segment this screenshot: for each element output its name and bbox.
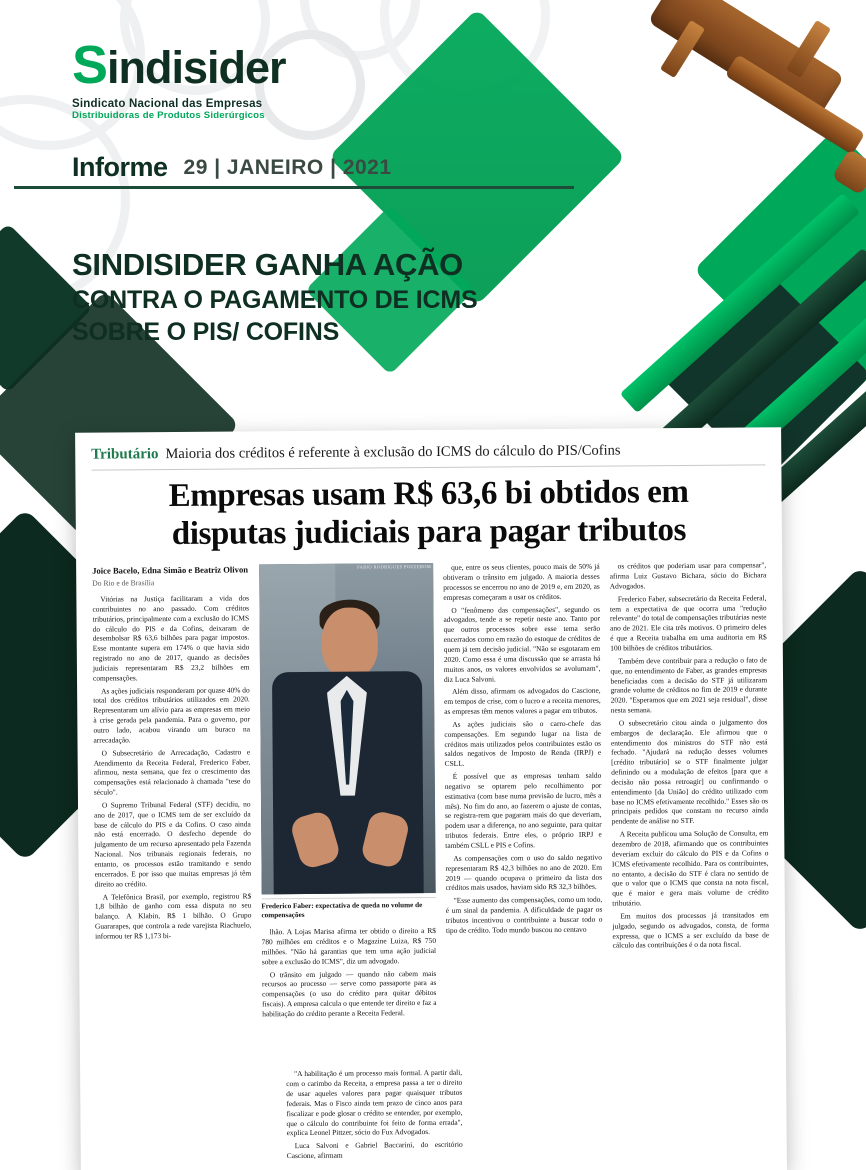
article-column-2-continued bbox=[286, 1068, 463, 1161]
article-paragraph: os créditos que poderiam usar para compensar", afirma Luiz Gustavo Bichara, sócio do Bichara Advogados. bbox=[609, 560, 767, 591]
clipping-section-tag: Tributário bbox=[91, 446, 159, 463]
article-paragraph: A Receita publicou uma Solução de Consulta, em dezembro de 2018, afirmando que os contribuintes deveriam excluir do cálculo do PIS e da Cofins o ICMS efetivamente recolhido. Para os contribuintes, no entanto, a decisão do STF é clara no sentido de que o valor que o ICMS que consta na nota fiscal, que é maior e gera mais volume de crédito tributário. bbox=[611, 828, 769, 908]
clipping-kicker bbox=[91, 441, 765, 470]
article-paragraph: O "fenômeno das compensações", segundo os advogados, tende a se repetir neste ano. Tanto por que outros processos sobre esse tema serão encerrados como em razão do estoque de créditos de quem já tem decisão judicial. "Não se esgotaram em 2020. Como essa é uma discussão que se arrasta há muitos anos, os valores envolvidos se avolumam", diz Luca Salvoni. bbox=[443, 604, 601, 684]
headline-line-1: SINDISIDER GANHA AÇÃO bbox=[72, 247, 463, 282]
header-divider bbox=[14, 186, 574, 189]
brand-tagline-line2: Distribuidoras de Produtos Siderúrgicos bbox=[72, 110, 265, 121]
article-paragraph: Em muitos dos processos já transitados em julgado, segundo os advogados, consta, de forma expressa, que o ICMS a ser excluído da base de cálculo das contribuições é o da nota fiscal. bbox=[612, 910, 770, 951]
article-paragraph: O trânsito em julgado — quando não cabem mais recursos ao processo — serve como passaporte para as compensações (o uso do crédito para quitar débitos fiscais). A empresa calcula o que entende ter direito e faz a habilitação do crédito perante a Receita Federal. bbox=[261, 968, 437, 1019]
brand-tagline-line1: Sindicato Nacional das Empresas bbox=[72, 98, 263, 110]
article-paragraph: O Subsecretário de Arrecadação, Cadastro e Atendimento da Receita Federal, Frederico Faber, afirmou, nesta semana, que fez o crescimento das compensações está relacionado à chamada "tese do século". bbox=[93, 747, 251, 797]
photo-credit: FABIO RODRIGUES POZZEBOM bbox=[357, 564, 432, 570]
article-byline: Joice Bacelo, Edna Simão e Beatriz Olivon bbox=[92, 564, 249, 576]
informe-date: 29 | JANEIRO | 2021 bbox=[183, 155, 392, 179]
article-paragraph: As ações judiciais responderam por quase 40% do total dos créditos tributários utilizados em 2020. Representaram um alívio para as empresas em meio à crise gerada pela pandemia. Para o governo, por outro lado, acabou virando um buraco na arrecadação. bbox=[93, 685, 251, 745]
headline-line-2: CONTRA O PAGAMENTO DE ICMS bbox=[72, 285, 478, 314]
article-paragraph: Luca Salvoni e Gabriel Baccarini, do escritório Cascione, afirmam bbox=[286, 1140, 463, 1161]
article-paragraph: É possível que as empresas tenham saldo negativo se optarem pelo recolhimento por estimativa (com base numa previsão de lucro, mês a mês). No fim do ano, ao fazerem o ajuste de contas, se registra-rem que pagaram mais do que deveriam, podem usar a diferença, no ano seguinte, para quitar tributos federais. Entre eles, o próprio IRPJ e também CSLL e PIS e Cofins. bbox=[444, 770, 602, 850]
newspaper-clipping bbox=[75, 427, 787, 1170]
article-paragraph: que, entre os seus clientes, pouco mais de 50% já obtiveram o trânsito em julgado. A maioria desses processos se encerrou no ano de 2019 e, em 2020, as empresas começaram a usar os créditos. bbox=[443, 561, 600, 602]
article-paragraph: O subsecretário citou ainda o julgamento dos embargos de declaração. Ele afirmou que o entendimento dos ministros do STF não está fechado. "Ajudará na redução desses volumes [crédito tributário] se o STF finalmente julgar definindo ou a modulação de efeitos [para que a decisão não possa retroagir] ou confirmando o entendimento [da União] do crédito utilizado com base no ICMS efetivamente recolhido." Esses são os principais pedidos que constam no recurso ainda pendente de análise no STF. bbox=[610, 717, 769, 826]
brand-name bbox=[72, 35, 402, 95]
page-title bbox=[72, 248, 592, 348]
article-column-1 bbox=[92, 565, 253, 1170]
informe-label: Informe bbox=[72, 152, 168, 182]
brand-name-initial: S bbox=[72, 35, 108, 95]
article-byline-location: Do Rio e de Brasília bbox=[92, 578, 155, 588]
brand-logo bbox=[72, 35, 402, 121]
article-column-4 bbox=[610, 561, 771, 1170]
article-paragraph: As compensações com o uso do saldo negativo representaram R$ 42,3 bilhões no ano de 2020. Em 2019 — quando ocupava o primeiro da lista dos créditos mais usados, haviam sido R$ 32,3 bilhões. bbox=[445, 852, 603, 893]
clipping-headline bbox=[91, 473, 766, 554]
article-paragraph: Também deve contribuir para a redução o fato de que, no entendimento de Faber, as grandes empresas beneficiadas com a decisão do STF já utilizaram grande volume de créditos no fim de 2019 e durante 2020. "Esperamos que em 2021 seja residual", disse nesta semana. bbox=[610, 655, 768, 715]
article-column-3 bbox=[443, 562, 604, 1170]
clipping-standfirst: Maioria dos créditos é referente à exclusão do ICMS do cálculo do PIS/Cofins bbox=[165, 442, 621, 463]
article-photo bbox=[259, 563, 436, 894]
article-paragraph: Frederico Faber, subsecretário da Receita Federal, tem a expectativa de que ocorra uma "redução relevante" do total de compensações tributárias neste ano de 2021. Ele cita três motivos. O primeiro deles é que a Receita trabalha em uma auditoria em R$ 100 bilhões de créditos tributários. bbox=[609, 593, 767, 653]
article-paragraph: "A habilitação é um processo mais formal. A partir dali, com o carimbo da Receita, a empresa passa a ter o direito de usar aqueles valores para pagar quaisquer tributos federais. Mas o Fisco ainda tem prazo de cinco anos para fiscalizar e pode glosar o crédito se entender, por exemplo, que o cálculo do contribuinte foi feito de forma errada", explica Leonel Pittzer, sócio do Fux Advogados. bbox=[286, 1068, 463, 1138]
article-paragraph: Além disso, afirmam os advogados do Cascione, em tempos de crise, com o lucro e a receita menores, as empresas têm menos valores a pagar em tributos. bbox=[444, 686, 601, 716]
clipping-headline-line-2: disputas judiciais para pagar tributos bbox=[171, 511, 687, 552]
article-paragraph: O Supremo Tribunal Federal (STF) decidiu, no ano de 2017, que o ICMS tem de ser excluído da base de cálculo do PIS e da Cofins. O caso ainda não está encerrado. O desfecho depende do julgamento de um recurso apresentado pela Fazenda Nacional. Nos tribunais regionais federais, no entanto, os processos estão tramitando e sendo encerrados. E por isso que muitas empresas já têm direito ao crédito. bbox=[94, 799, 252, 889]
article-paragraph: A Telefônica Brasil, por exemplo, registrou R$ 1,8 bilhão de ganho com essa disputa no seu balanço. A Klabin, R$ 1 bilhão. O Grupo Guararapes, que controla a rede varejista Riachuelo, informou ter R$ 1,173 bi- bbox=[94, 890, 252, 941]
informe-header bbox=[72, 152, 392, 183]
clipping-headline-line-1: Empresas usam R$ 63,6 bi obtidos em bbox=[168, 473, 689, 515]
brand-name-rest: indisider bbox=[107, 42, 286, 93]
gavel-icon bbox=[600, 0, 866, 280]
photo-caption: Frederico Faber: expectativa de queda no volume de compensações bbox=[261, 897, 436, 920]
article-paragraph: "Esse aumento das compensações, como um todo, é um sinal da pandemia. A dificuldade de pagar os tributos incentivou o contribuinte a buscar todo o tipo de crédito. Todo mundo buscou no centavo bbox=[445, 894, 603, 935]
headline-line-3: SOBRE O PIS/ COFINS bbox=[72, 318, 340, 347]
article-paragraph: lhão. A Lojas Marisa afirma ter obtido o direito a R$ 780 milhões em créditos e o Magazine Luiza, R$ 750 milhões. "Não há garantias que tem uma ação judicial sobre a exclusão do ICMS", diz um advogado. bbox=[261, 926, 437, 967]
article-paragraph: As ações judiciais são o carro-chefe das compensações. Em segundo lugar na lista de créditos mais utilizados pelos contribuintes estão os saldos negativos de Imposto de Renda (IRPJ) e CSLL. bbox=[444, 718, 602, 769]
article-paragraph: Vitórias na Justiça facilitaram a vida dos contribuintes no ano passado. Com créditos tributários, principalmente com a exclusão do ICMS do cálculo do PIS e da Cofins, deixaram de desembolsar R$ 63,6 bilhões para pagar impostos. Esse montante supera em 174% o que havia sido registrado no ano de 2017, quando as decisões judiciais representaram R$ 23,2 bilhões em compensações. bbox=[92, 593, 250, 683]
